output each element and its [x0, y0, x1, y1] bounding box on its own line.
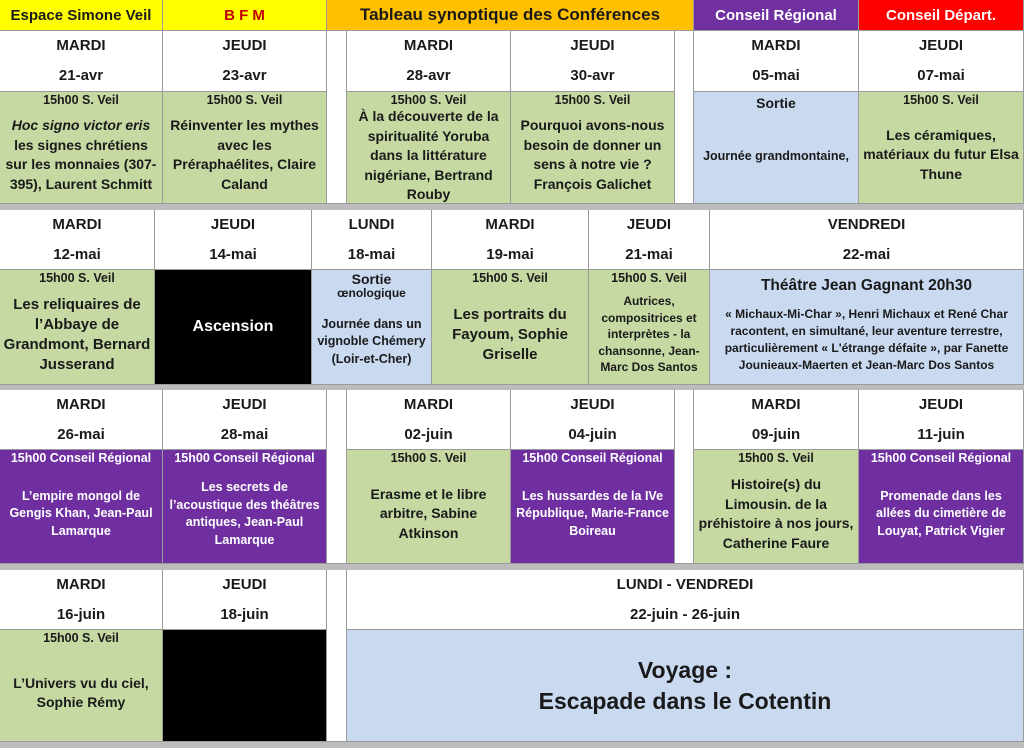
- event-venue: Théâtre Jean Gagnant 20h30: [760, 277, 973, 294]
- event-time: 15h00 Conseil Régional: [10, 451, 152, 465]
- date: 28-avr: [406, 67, 451, 84]
- day-name: MARDI: [403, 396, 454, 413]
- event-title: Les secrets de l’acoustique des théâtres antiques, Jean-Paul Lamarque: [169, 480, 320, 547]
- event-time: 15h00 S. Veil: [554, 93, 631, 107]
- event-title: Journée grandmontaine,: [703, 149, 849, 164]
- header-bfm: [163, 0, 327, 31]
- event-cell: [163, 92, 327, 204]
- date: 11-juin: [917, 426, 965, 443]
- day-name: JEUDI: [918, 37, 964, 54]
- event-time: 15h00 Conseil Régional: [174, 451, 315, 465]
- event-title: Pourquoi avons-nous besoin de donner un sens à notre vie ? François Galichet: [520, 117, 665, 192]
- day-name: LUNDI - VENDREDI: [616, 576, 754, 593]
- date: 07-mai: [917, 67, 965, 84]
- date: 09-juin: [751, 426, 801, 443]
- event-cell: [859, 92, 1024, 204]
- trip-cell: [347, 630, 1024, 742]
- header-label: B F M: [224, 6, 265, 24]
- event-title: Les céramiques, matériaux du futur Elsa Thune: [863, 126, 1019, 182]
- event-cell: [589, 270, 710, 385]
- event-cell: [694, 450, 859, 564]
- trip-subtitle: Escapade dans le Cotentin: [538, 687, 832, 714]
- date: 23-avr: [222, 67, 267, 84]
- event-time: 15h00 Conseil Régional: [522, 451, 663, 465]
- event-time: 15h00 S. Veil: [39, 271, 115, 285]
- day-cell: [589, 210, 710, 270]
- event-title: Erasme et le libre arbitre, Sabine Atkinson: [370, 485, 487, 541]
- day-cell: [694, 31, 859, 92]
- spacer: [327, 31, 347, 204]
- day-name: JEUDI: [222, 576, 267, 593]
- day-name: MARDI: [403, 37, 454, 54]
- event-cell: [859, 450, 1024, 564]
- blank-black-cell: [163, 630, 327, 742]
- day-name: LUNDI: [348, 216, 395, 233]
- day-name: JEUDI: [918, 396, 964, 413]
- day-cell: [163, 390, 327, 450]
- day-name: MARDI: [751, 396, 801, 413]
- event-cell: [347, 92, 511, 204]
- day-cell: [0, 31, 163, 92]
- header-title: [327, 0, 694, 31]
- spacer: [327, 390, 347, 564]
- event-title: L’Univers vu du ciel, Sophie Rémy: [13, 674, 149, 710]
- header-conseil-regional: [694, 0, 859, 31]
- event-cell: [511, 92, 675, 204]
- event-title: « Michaux-Mi-Char », Henri Michaux et René Char racontent, en simultané, leur aventure terrestre, particulièrement « L'étrange défaite », par Fanette Jounieaux-Maerten et Jean-Marc Dos Santos: [724, 307, 1009, 372]
- event-title: [0, 107, 162, 203]
- event-title: Promenade dans les allées du cimetière de Louyat, Patrick Vigier: [876, 488, 1006, 538]
- event-time: 15h00 S. Veil: [390, 93, 467, 107]
- day-cell: [347, 31, 511, 92]
- date: 26-mai: [57, 426, 105, 443]
- day-name: MARDI: [56, 37, 106, 54]
- date: 04-juin: [568, 426, 617, 443]
- day-cell: [0, 390, 163, 450]
- outing-label: Sortie: [351, 271, 392, 287]
- date: 21-mai: [625, 246, 673, 263]
- event-time: 15h00 S. Veil: [206, 93, 283, 107]
- event-title: Les portraits du Fayoum, Sophie Griselle: [452, 305, 568, 363]
- date: 22-mai: [842, 246, 891, 263]
- day-cell: [163, 31, 327, 92]
- header-label: Conseil Départ.: [885, 6, 997, 24]
- day-cell: [163, 570, 327, 630]
- event-cell: [432, 270, 589, 385]
- day-name: JEUDI: [626, 216, 672, 233]
- holiday-label: Ascension: [192, 318, 274, 335]
- day-name: JEUDI: [222, 37, 267, 54]
- page-title: Tableau synoptique des Conférences: [359, 5, 661, 24]
- spacer: [327, 570, 347, 742]
- day-name: MARDI: [485, 216, 535, 233]
- day-name: MARDI: [751, 37, 801, 54]
- date: 30-avr: [570, 67, 615, 84]
- event-time: 15h00 S. Veil: [611, 271, 687, 285]
- event-title: À la découverte de la spiritualité Yoruba dans la littérature nigériane, Bertrand Rouby: [358, 108, 499, 202]
- outing-label: Sortie: [756, 95, 796, 111]
- event-time: 15h00 S. Veil: [390, 451, 467, 465]
- event-time: 15h00 S. Veil: [43, 93, 119, 107]
- event-cell: [163, 450, 327, 564]
- event-time: 15h00 Conseil Régional: [870, 451, 1012, 465]
- day-name: JEUDI: [570, 396, 615, 413]
- day-cell: [859, 31, 1024, 92]
- day-name: JEUDI: [570, 37, 615, 54]
- day-cell: [0, 210, 155, 270]
- day-name: MARDI: [56, 576, 106, 593]
- trip-title: Voyage :: [637, 656, 733, 683]
- event-title-line: les signes chrétiens sur les monnaies (307-395), Laurent Schmitt: [5, 136, 157, 192]
- event-time: 15h00 S. Veil: [738, 451, 814, 465]
- date: 05-mai: [752, 67, 800, 84]
- day-cell: [694, 390, 859, 450]
- date: 02-juin: [404, 426, 453, 443]
- date: 19-mai: [486, 246, 534, 263]
- event-title: Réinventer les mythes avec les Préraphaélites, Claire Caland: [170, 117, 319, 192]
- event-title: Histoire(s) du Limousin. de la préhistoire à nos jours, Catherine Faure: [698, 476, 854, 551]
- header-conseil-depart: [859, 0, 1024, 31]
- spacer: [675, 31, 694, 204]
- event-title: Autrices, compositrices et interprètes - la chansonne, Jean-Marc Dos Santos: [598, 294, 700, 375]
- date: 28-mai: [220, 426, 269, 443]
- day-cell: [710, 210, 1024, 270]
- day-name: MARDI: [52, 216, 102, 233]
- header-label: Espace Simone Veil: [10, 6, 152, 24]
- date: 16-juin: [56, 606, 106, 623]
- date: 18-mai: [347, 246, 396, 263]
- event-title: Les reliquaires de l’Abbaye de Grandmont, Bernard Jusserand: [3, 295, 151, 373]
- day-name: JEUDI: [222, 396, 267, 413]
- day-cell: [347, 570, 1024, 630]
- outing-cell: [312, 270, 432, 385]
- event-time: 15h00 S. Veil: [472, 271, 548, 285]
- event-time: 15h00 S. Veil: [903, 93, 979, 107]
- event-time: 15h00 S. Veil: [43, 631, 119, 645]
- event-cell: [0, 630, 163, 742]
- day-cell: [432, 210, 589, 270]
- day-name: MARDI: [56, 396, 106, 413]
- holiday-cell: [155, 270, 312, 385]
- event-cell: [0, 92, 163, 204]
- date: 18-juin: [220, 606, 269, 623]
- spacer: [675, 390, 694, 564]
- date: 22-juin - 26-juin: [629, 606, 740, 623]
- outing-cell: [694, 92, 859, 204]
- event-title: Journée dans un vignoble Chémery (Loir-et-Cher): [317, 316, 426, 366]
- day-cell: [312, 210, 432, 270]
- day-cell: [859, 390, 1024, 450]
- theatre-cell: [710, 270, 1024, 385]
- date: 12-mai: [53, 246, 101, 263]
- day-cell: [511, 390, 675, 450]
- header-espace-simone-veil: [0, 0, 163, 31]
- event-title: Les hussardes de la IVe République, Marie-France Boireau: [516, 488, 669, 538]
- event-cell: [0, 450, 163, 564]
- day-cell: [0, 570, 163, 630]
- day-name: JEUDI: [210, 216, 256, 233]
- day-cell: [347, 390, 511, 450]
- outing-sublabel: œnologique: [337, 286, 406, 300]
- event-title-line: Hoc signo victor eris: [11, 117, 151, 133]
- header-label: Conseil Régional: [715, 6, 837, 24]
- event-title: L’empire mongol de Gengis Khan, Jean-Paul Lamarque: [9, 488, 153, 538]
- day-cell: [511, 31, 675, 92]
- day-name: VENDREDI: [827, 216, 906, 233]
- date: 21-avr: [58, 67, 104, 84]
- event-cell: [511, 450, 675, 564]
- event-cell: [347, 450, 511, 564]
- date: 14-mai: [209, 246, 257, 263]
- event-cell: [0, 270, 155, 385]
- day-cell: [155, 210, 312, 270]
